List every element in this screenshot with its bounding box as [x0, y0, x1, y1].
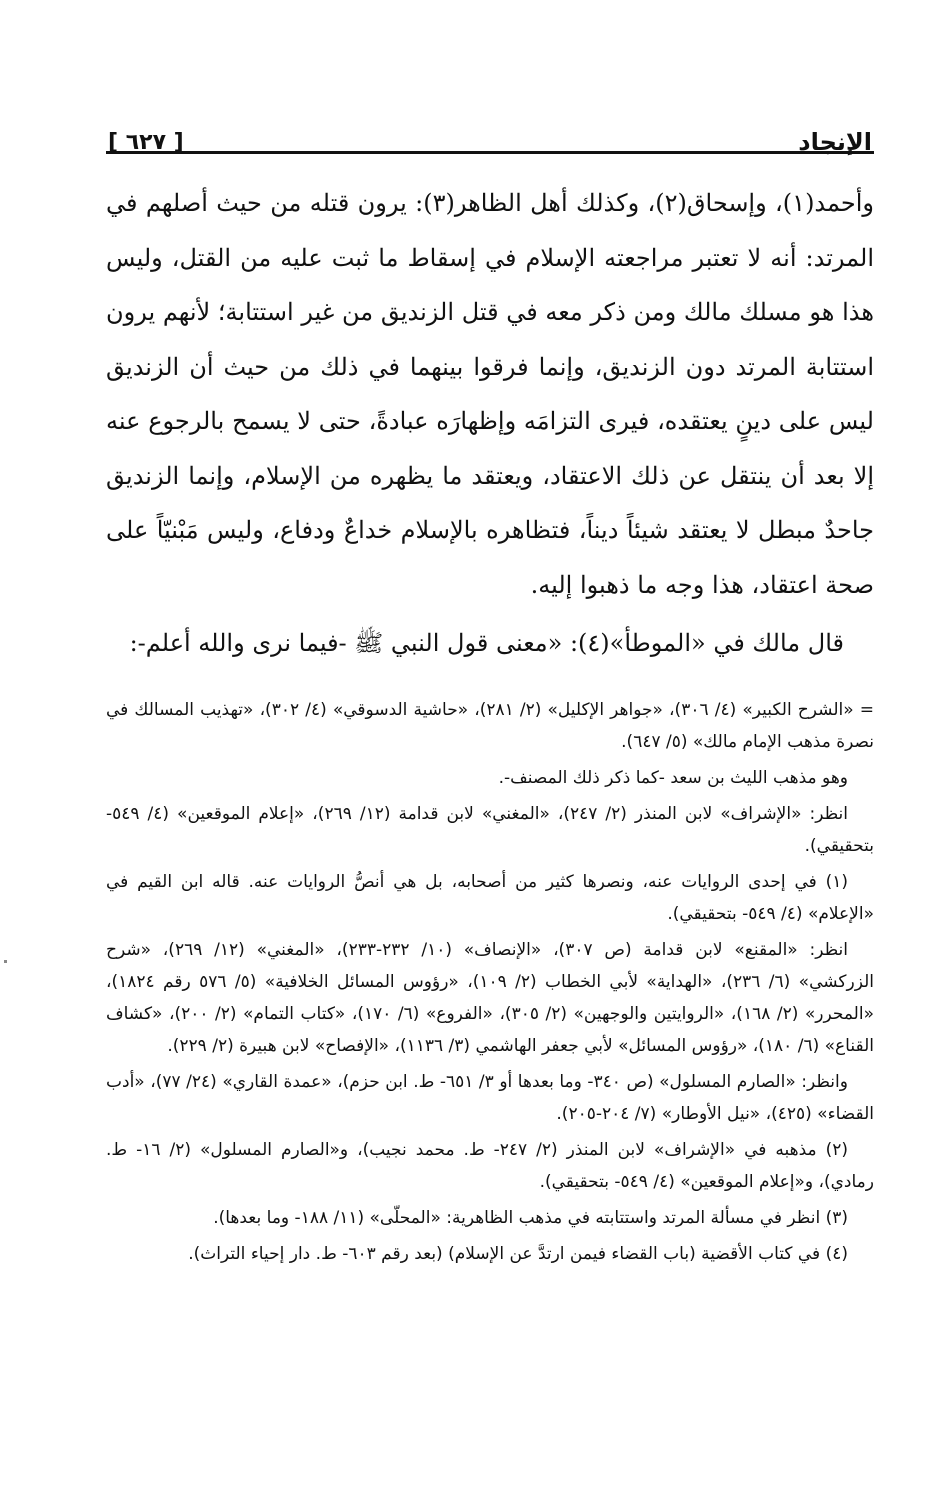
footnote-references: انظر: «الإشراف» لابن المنذر (٢/ ٢٤٧)، «المغني» لابن قدامة (١٢/ ٢٦٩)، «إعلام الموقعين» (٤/ ٥٤٩- بتحقيقي). [106, 804, 874, 856]
footnote-3: (٣) انظر في مسألة المرتد واستتابته في مذهب الظاهرية: «المحلّى» (١١/ ١٨٨- وما بعدها). [213, 1208, 848, 1228]
main-text [106, 176, 874, 671]
footnote-2: (٢) مذهبه في «الإشراف» لابن المنذر (٢/ ٢٤٧- ط. محمد نجيب)، و«الصارم المسلول» (٢/ ١٦- ط. رمادي)، و«إعلام الموقعين» (٤/ ٥٤٩- بتحقيقي). [106, 1140, 874, 1192]
quote-paragraph: قال مالك في «الموطأ»(٤): «معنى قول النبي ﷺ -فيما نرى والله أعلم-: [129, 629, 844, 657]
footnote-4: (٤) في كتاب الأقضية (باب القضاء فيمن ارتدَّ عن الإسلام) (بعد رقم ٦٠٣- ط. دار إحياء التراث). [188, 1244, 848, 1264]
footnote-1: (١) في إحدى الروايات عنه، ونصرها كثير من أصحابه، بل هي أنصُّ الروايات عنه. قاله ابن القيم في «الإعلام» (٤/ ٥٤٩- بتحقيقي). [106, 872, 874, 924]
footnote-continuation: = «الشرح الكبير» (٤/ ٣٠٦)، «جواهر الإكليل» (٢/ ٢٨١)، «حاشية الدسوقي» (٤/ ٣٠٢)، «تهذيب المسالك في نصرة مذهب الإمام مالك» (٥/ ٦٤٧). [106, 700, 874, 752]
footnote-1-references: انظر: «المقنع» لابن قدامة (ص ٣٠٧)، «الإنصاف» (١٠/ ٢٣٢-٢٣٣)، «المغني» (١٢/ ٢٦٩)، «شرح الزركشي» (٦/ ٢٣٦)، «الهداية» لأبي الخطاب (٢/ ١٠٩)، «رؤوس المسائل الخلافية» (٥/ ٥٧٦ رقم ١٨٢٤)، «المحرر» (٢/ ١٦٨)، «الروايتين والوجهين» (٢/ ٣٠٥)، «الفروع» (٦/ ١٧٠)، «كتاب التمام» (٢/ ٢٠٠)، «كشاف القناع» (٦/ ١٨٠)، «رؤوس المسائل» لأبي جعفر الهاشمي (٣/ ١١٣٦)، «الإفصاح» لابن هبيرة (٢/ ٢٢٩). [106, 940, 874, 1056]
footnote-note: وهو مذهب الليث بن سعد -كما ذكر ذلك المصنف-. [498, 768, 848, 788]
footnotes [106, 694, 874, 1274]
page-number: [ ٦٢٧ ] [108, 130, 184, 155]
scan-speck [4, 960, 7, 963]
header-rule [106, 151, 874, 154]
chapter-title: الإنجاد [798, 128, 872, 156]
main-paragraph: وأحمد(١)، وإسحاق(٢)، وكذلك أهل الظاهر(٣): يرون قتله من حيث أصلهم في المرتد: أنه لا تعتبر مراجعته الإسلام في إسقاط ما ثبت عليه من القتل، وليس هذا هو مسلك مالك ومن ذكر معه في قتل الزنديق من غير استتابة؛ لأنهم يرون استتابة المرتد دون الزنديق، وإنما فرقوا بينهما في ذلك من حيث أن الزنديق ليس على دينٍ يعتقده، فيرى التزامَه وإظهارَه عبادةً، حتى لا يسمح بالرجوع عنه إلا بعد أن ينتقل عن ذلك الاعتقاد، ويعتقد ما يظهره من الإسلام، وإنما الزنديق جاحدٌ مبطل لا يعتقد شيئاً ديناً، فتظاهره بالإسلام خداعٌ ودفاع، وليس مَبْنيّاً على صحة اعتقاد، هذا وجه ما ذهبوا إليه. [106, 189, 875, 599]
running-header [108, 112, 872, 154]
footnote-1-see-also: وانظر: «الصارم المسلول» (ص ٣٤٠- وما بعدها أو ٣/ ٦٥١- ط. ابن حزم)، «عمدة القاري» (٢٤/ ٧٧)، «أدب القضاء» (٤٢٥)، «نيل الأوطار» (٧/ ٢٠٤-٢٠٥). [106, 1072, 874, 1124]
